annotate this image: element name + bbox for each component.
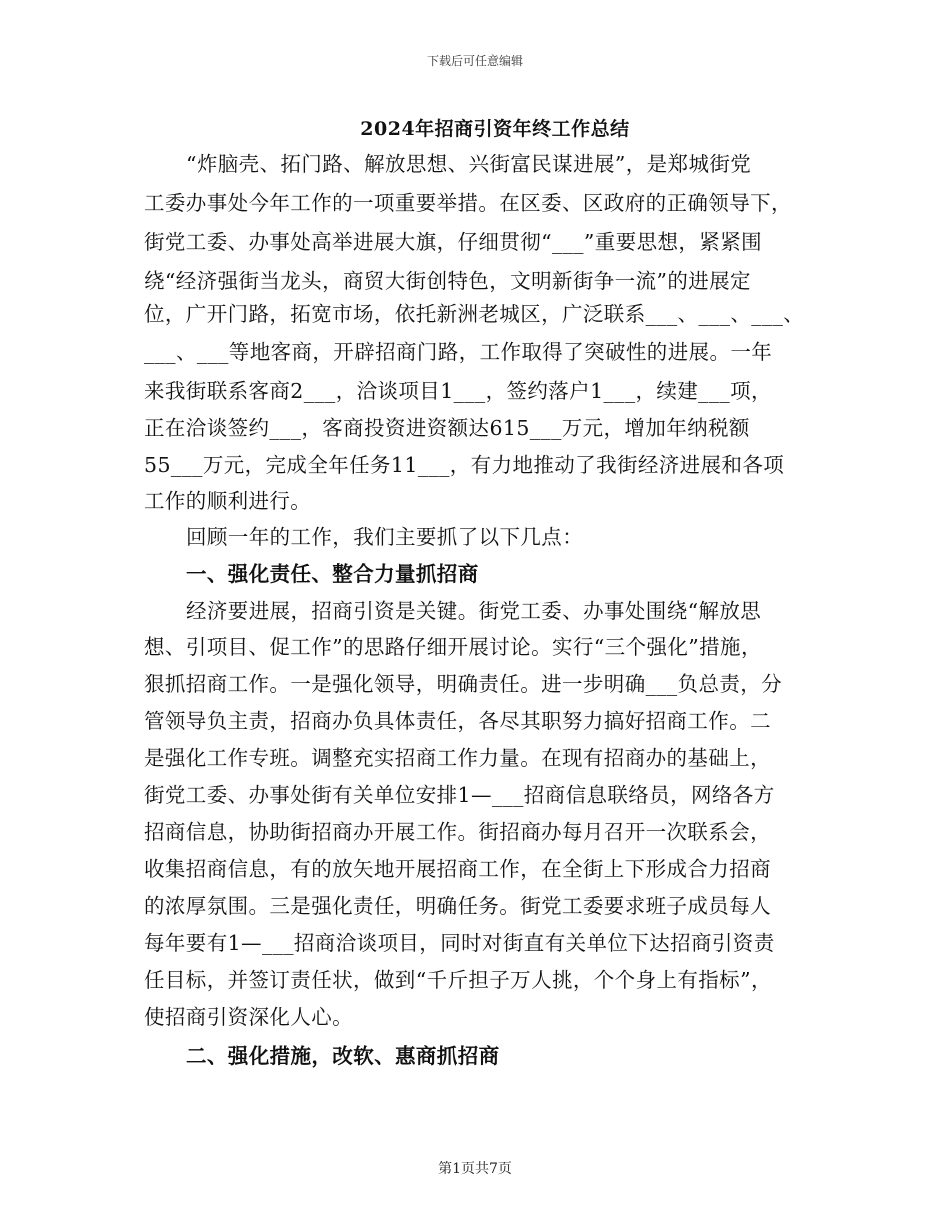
paragraph-line: 经济要进展，招商引资是关键。街党工委、办事处围绕“解放思	[186, 599, 762, 623]
paragraph-line: 回顾一年的工作，我们主要抓了以下几点：	[186, 525, 584, 549]
paragraph-line: 每年要有1—___招商洽谈项目，同时对街直有关单位下达招商引资责	[144, 931, 775, 955]
paragraph-line: 位，广开门路，拓宽市场，依托新洲老城区，广泛联系___、___、___、	[144, 302, 805, 326]
paragraph-line: 街党工委、办事处街有关单位安排1—___招商信息联络员，网络各方	[144, 783, 775, 807]
paragraph-line: 任目标，并签订责任状，做到“千斤担子万人挑，个个身上有指标”，	[144, 968, 772, 992]
paragraph-line: 工委办事处今年工作的一项重要举措。在区委、区政府的正确领导下，	[144, 191, 792, 215]
document-title: 2024年招商引资年终工作总结	[360, 118, 630, 140]
paragraph-line: 使招商引资深化人心。	[144, 1005, 353, 1029]
paragraph-line: 想、引项目、促工作”的思路仔细开展讨论。实行“三个强化”措施，	[144, 635, 762, 659]
paragraph-line: 狠抓招商工作。一是强化领导，明确责任。进一步明确___负总责，分	[144, 672, 783, 696]
paragraph-line: 招商信息，协助街招商办开展工作。街招商办每月召开一次联系会，	[144, 820, 771, 844]
paragraph-line: ___、___等地客商，开辟招商门路，工作取得了突破性的进展。一年	[144, 340, 773, 364]
paragraph-line: 收集招商信息，有的放矢地开展招商工作，在全街上下形成合力招商	[144, 857, 771, 881]
paragraph-line: 正在洽谈签约___，客商投资进资额达615___万元，增加年纳税额	[144, 416, 750, 440]
paragraph-line: “炸脑壳、拓门路、解放思想、兴街富民谋进展”，是郑城街党	[186, 152, 752, 176]
paragraph-line: 工作的顺利进行。	[144, 489, 312, 513]
paragraph-line: 绕“经济强街当龙头，商贸大街创特色，文明新街争一流”的进展定	[144, 269, 751, 293]
paragraph-line: 来我街联系客商2___，洽谈项目1___，签约落户1___，续建___项，	[144, 379, 772, 403]
page-header-note: 下载后可任意编辑	[426, 54, 523, 68]
page-number: 第1页共7页	[438, 1161, 512, 1177]
paragraph-line: 55___万元，完成全年任务11___，有力地推动了我街经济进展和各项	[144, 453, 785, 477]
paragraph-line: 街党工委、办事处高举进展大旗，仔细贯彻“___”重要思想，紧紧围	[144, 230, 763, 254]
paragraph-line: 管领导负主责，招商办负具体责任，各尽其职努力搞好招商工作。二	[144, 709, 771, 733]
section-heading-1: 一、强化责任、整合力量抓招商	[186, 562, 479, 586]
section-heading-2: 二、强化措施，改软、惠商抓招商	[186, 1044, 500, 1068]
paragraph-line: 的浓厚氛围。三是强化责任，明确任务。街党工委要求班子成员每人	[144, 894, 771, 918]
paragraph-line: 是强化工作专班。调整充实招商工作力量。在现有招商办的基础上，	[144, 746, 771, 770]
